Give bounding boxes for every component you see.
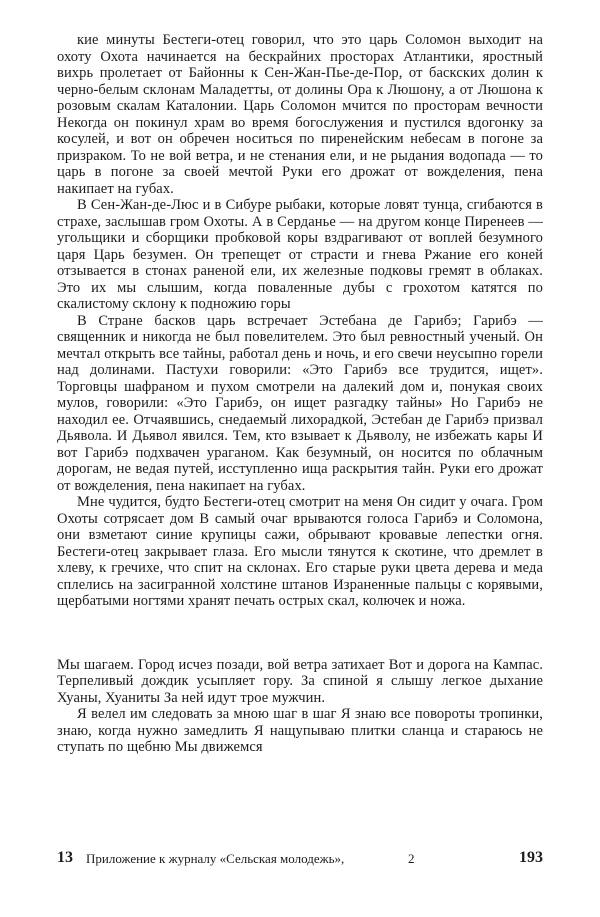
sheet-number: 2 — [408, 851, 415, 866]
paragraph-4: Мне чудится, будто Бестеги-отец смотрит на меня Он сидит у очага. Гром Охоты сотрясает дом В самый очаг врываются голоса Гарибэ и Соломона, они взметают синие крупицы сажи, обрывают кровавые лепестки огня. Бестеги-отец закрывает глаза. Его мысли тянутся к скотине, что дремлет в хлеву, к гречихе, что спит на склонах. Его старые руки цвета дерева и меда сплелись на засигранной холстине штанов Израненные пальцы с корявыми, щербатыми ногтями хранят печать острых скал, колючек и ножа. — [57, 494, 543, 609]
page-number: 193 — [519, 849, 543, 866]
paragraph-3: В Стране басков царь встречает Эстебана де Гарибэ; Гарибэ — священник и никогда не был повелителем. Это был ревностный ученый. Он мечтал открыть все тайны, работал день и ночь, и его свечи неусыпно горели над долинами. Пастухи говорили: «Это Гарибэ все трудится, ищет». Торговцы шафраном и пухом смотрели на далекий дом и, понукая своих мулов, говорили: «Это Гарибэ, он ищет разгадку тайны» Но Гарибэ не находил ее. Отчаявшись, снедаемый лихорадкой, Эстебан де Гарибэ призвал Дьявола. И Дьявол явился. Тем, кто взывает к Дьяволу, не избежать кары И вот Гарибэ подхвачен ураганом. Как безумный, он носится по облачным дорогам, не ведая путей, исступленно ища раскрытия тайн. Руки его дрожат от вожделения, пена накипает на губах. — [57, 312, 543, 494]
paragraph-2: В Сен-Жан-де-Люс и в Сибуре рыбаки, которые ловят тунца, сгибаются в страхе, заслышав гром Охоты. А в Серданье — на другом конце Пиренеев — угольщики и сборщики пробковой коры вздрагивают от воплей безумного царя Царь безумен. Он трепещет от страсти и гнева Ржание его коней отзывается в стонах раненой ели, их железные подковы гремят в облаках. Это их мы слышим, когда поваленные дубы с грохотом катятся по скалистому склону к подножию горы — [57, 197, 543, 312]
paragraph-5: Мы шагаем. Город исчез позади, вой ветра затихает Вот и дорога на Кампас. Терпеливый дождик усыпляет гору. За спиной я слышу легкое дыхание Хуаны, Хуаниты За ней идут трое мужчин. — [57, 656, 543, 706]
signature-number: 13 — [57, 849, 73, 866]
paragraph-1: кие минуты Бестеги-отец говорил, что это царь Соломон выходит на охоту Охота начинается на бескрайних просторах Атлантики, яростный вихрь пролетает от Байонны к Сен-Жан-Пье-де-Пор, от баскских долин к черно-белым склонам Маладетты, от долины Ора к Люшону, а от Люшона к розовым скалам Каталонии. Царь Соломон мчится по просторам вечности Некогда он покинул храм во время богослужения и пустился вдогонку за косулей, и вот он обречен носиться по пиренейским небесам в погоне за призраком. То не вой ветра, и не стенания ели, и не рыдания водопада — то царь в погоне за своей мечтой Руки его дрожат от вожделения, пена накипает на губах. — [57, 32, 543, 197]
paragraph-6: Я велел им следовать за мною шаг в шаг Я знаю все повороты тропинки, знаю, когда нужно замедлить Я нащупываю плитки сланца и стараюсь не ступать по щебню Мы движемся — [57, 706, 543, 755]
page-footer — [57, 849, 543, 869]
page-body — [57, 32, 543, 756]
footer-caption: Приложение к журналу «Сельская молодежь», — [86, 851, 345, 866]
section-break — [57, 610, 543, 657]
